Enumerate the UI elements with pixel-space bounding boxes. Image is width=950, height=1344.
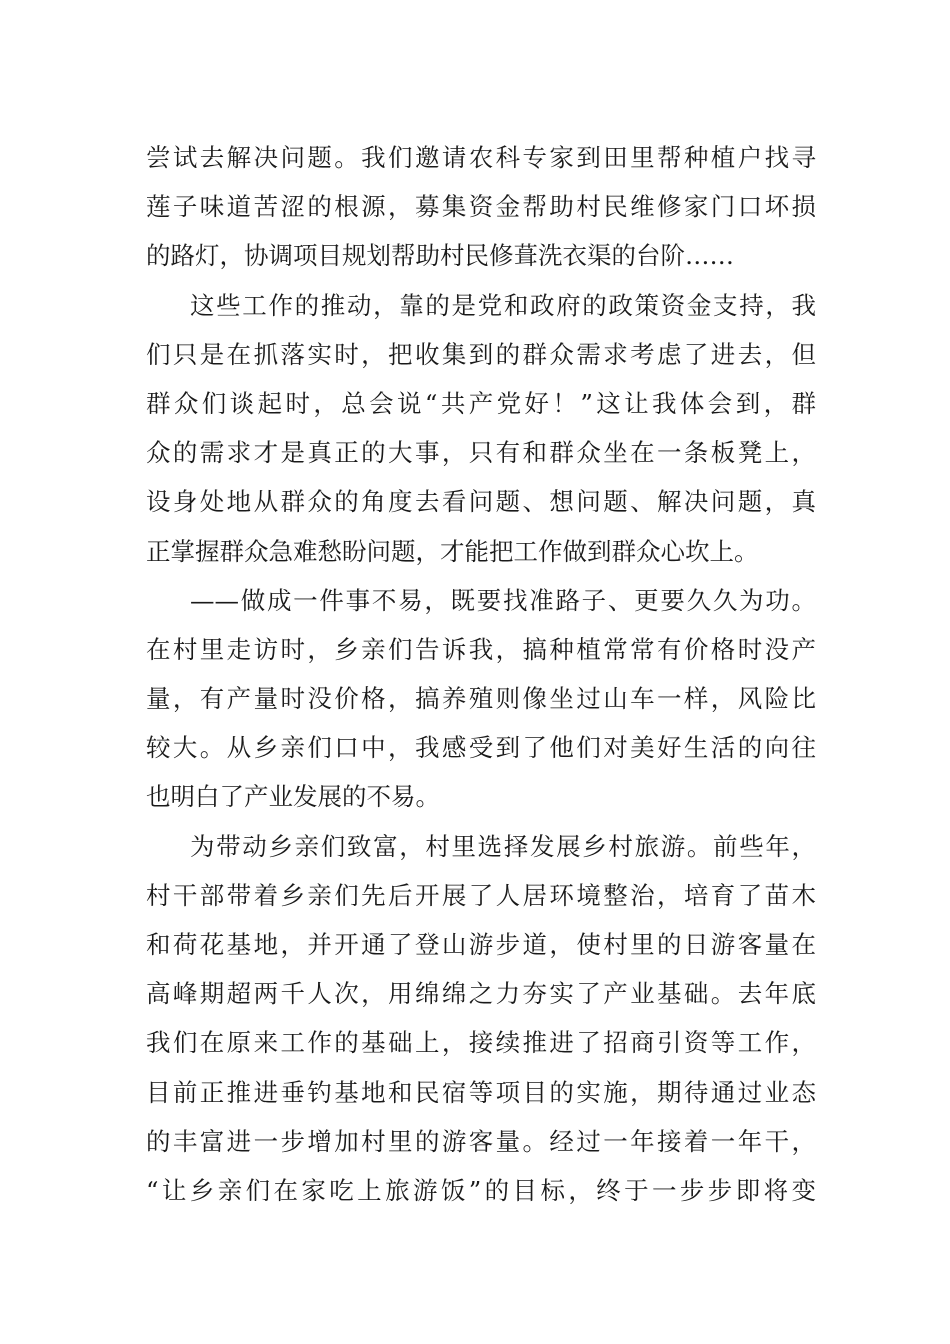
text-line: 群众们谈起时，总会说“共产党好！”这让我体会到，群 (146, 388, 816, 418)
text-line: 众的需求才是真正的大事，只有和群众坐在一条板凳上， (146, 438, 816, 468)
text-line: 尝试去解决问题。我们邀请农科专家到田里帮种植户找寻 (146, 143, 816, 172)
paragraph-start-line: 这些工作的推动，靠的是党和政府的政策资金支持，我 (190, 290, 816, 320)
text-line: “让乡亲们在家吃上旅游饭”的目标，终于一步步即将变 (146, 1175, 816, 1205)
text-line: 我们在原来工作的基础上，接续推进了招商引资等工作， (146, 1028, 816, 1058)
text-line: 莲子味道苦涩的根源，募集资金帮助村民维修家门口坏损 (146, 192, 816, 222)
text-line: 量，有产量时没价格，搞养殖则像坐过山车一样，风险比 (146, 684, 816, 714)
text-line: 正掌握群众急难愁盼问题，才能把工作做到群众心坎上。 (146, 536, 759, 566)
document-body (146, 133, 816, 1215)
text-line: 的丰富进一步增加村里的游客量。经过一年接着一年干， (146, 1126, 816, 1156)
section-heading-line: ——做成一件事不易，既要找准路子、更要久久为功。 (190, 585, 816, 615)
text-line: 在村里走访时，乡亲们告诉我，搞种植常常有价格时没产 (146, 634, 816, 664)
text-line: 村干部带着乡亲们先后开展了人居环境整治，培育了苗木 (146, 880, 816, 910)
text-line: 们只是在抓落实时，把收集到的群众需求考虑了进去，但 (146, 339, 816, 369)
text-line: 目前正推进垂钓基地和民宿等项目的实施，期待通过业态 (146, 1077, 816, 1107)
paragraph-start-line: 为带动乡亲们致富，村里选择发展乡村旅游。前些年， (190, 831, 816, 861)
text-line: 设身处地从群众的角度去看问题、想问题、解决问题，真 (146, 487, 816, 517)
text-line: 的路灯，协调项目规划帮助村民修葺洗衣渠的台阶…… (146, 241, 734, 271)
text-line: 和荷花基地，并开通了登山游步道，使村里的日游客量在 (146, 930, 816, 959)
text-line: 也明白了产业发展的不易。 (146, 782, 440, 812)
text-line: 较大。从乡亲们口中，我感受到了他们对美好生活的向往 (146, 733, 816, 763)
text-line: 高峰期超两千人次，用绵绵之力夯实了产业基础。去年底 (146, 979, 816, 1009)
